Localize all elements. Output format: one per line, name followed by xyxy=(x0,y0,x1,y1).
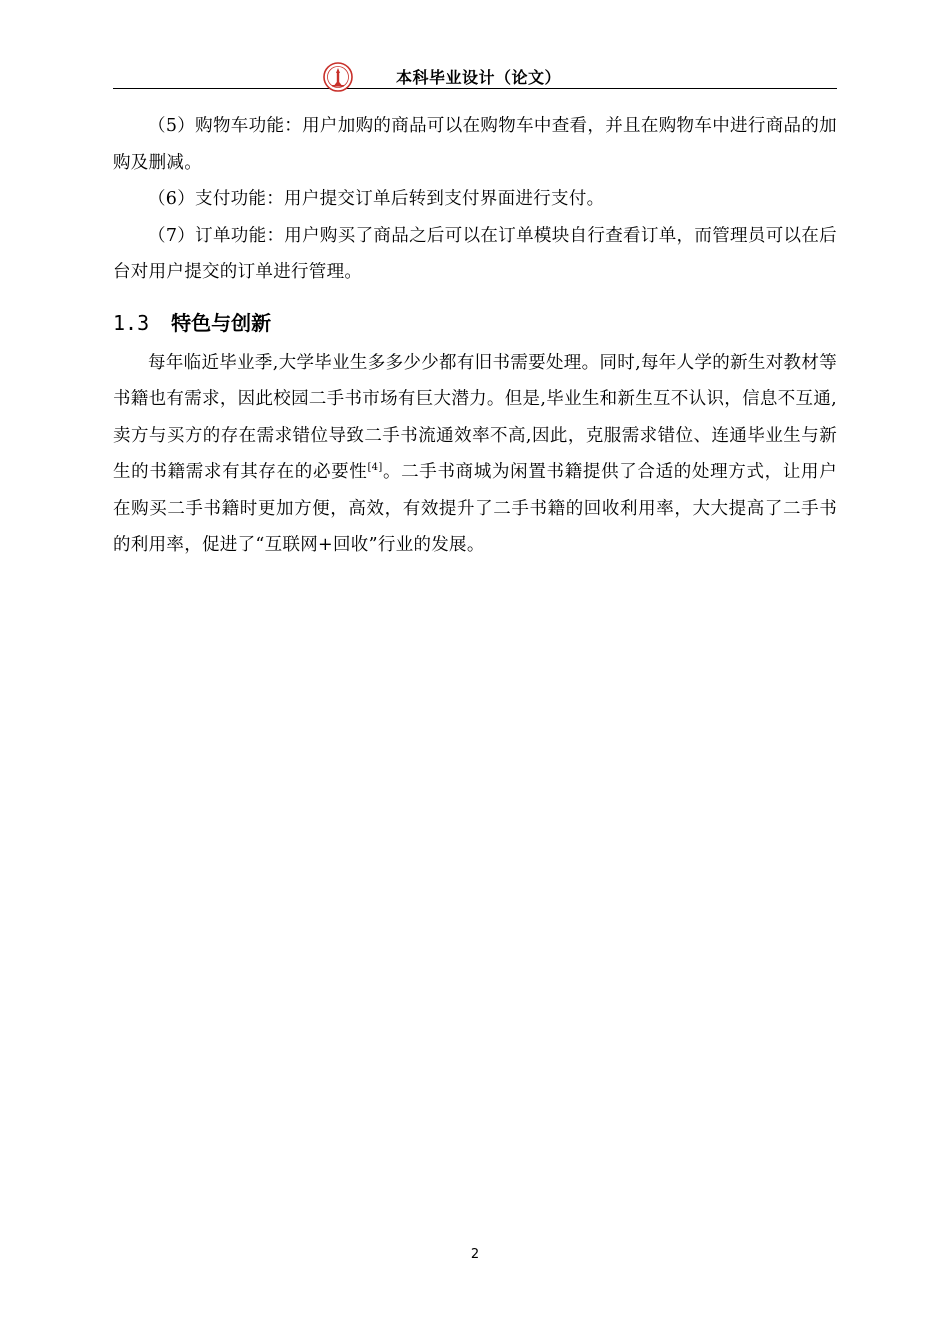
citation-reference: [4] xyxy=(367,462,383,474)
paragraph-payment-feature: （6）支付功能：用户提交订单后转到支付界面进行支付。 xyxy=(148,189,605,209)
paragraph-order-feature: （7）订单功能：用户购买了商品之后可以在订单模块自行查看订单，而管理员可以在后台对用户提交的订单进行管理。 xyxy=(113,225,837,282)
paragraph-features-innovation xyxy=(113,345,837,564)
paragraph-cart-feature: （5）购物车功能：用户加购的商品可以在购物车中查看，并且在购物车中进行商品的加购及删减。 xyxy=(113,116,837,173)
page-content xyxy=(113,108,837,564)
header-title: 本科毕业设计（论文） xyxy=(396,68,562,87)
section-heading xyxy=(113,305,837,341)
body-text-part-2: 。二手书商城为闲置书籍提供了合适的处理方式，让用户在购买二手书籍时更加方便，高效，有效提升了二手书籍的回收利用率，大大提高了二手书的利用率，促进了“互联网+回收”行业的发展。 xyxy=(113,462,837,555)
section-title: 特色与创新 xyxy=(171,310,272,335)
university-seal-logo xyxy=(323,62,353,92)
page-header xyxy=(113,60,837,89)
body-text-part-1: 每年临近毕业季,大学毕业生多多少少都有旧书需要处理。同时,每年人学的新生对教材等书籍也有需求，因此校园二手书市场有巨大潜力。但是,毕业生和新生互不认识，信息不互通,卖方与买方的存在需求错位导致二手书流通效率不高,因此，克服需求错位、连通毕业生与新生的书籍需求有其存在的必要性 xyxy=(113,352,837,482)
page-number: 2 xyxy=(470,1247,480,1262)
section-number: 1.3 xyxy=(113,310,150,335)
